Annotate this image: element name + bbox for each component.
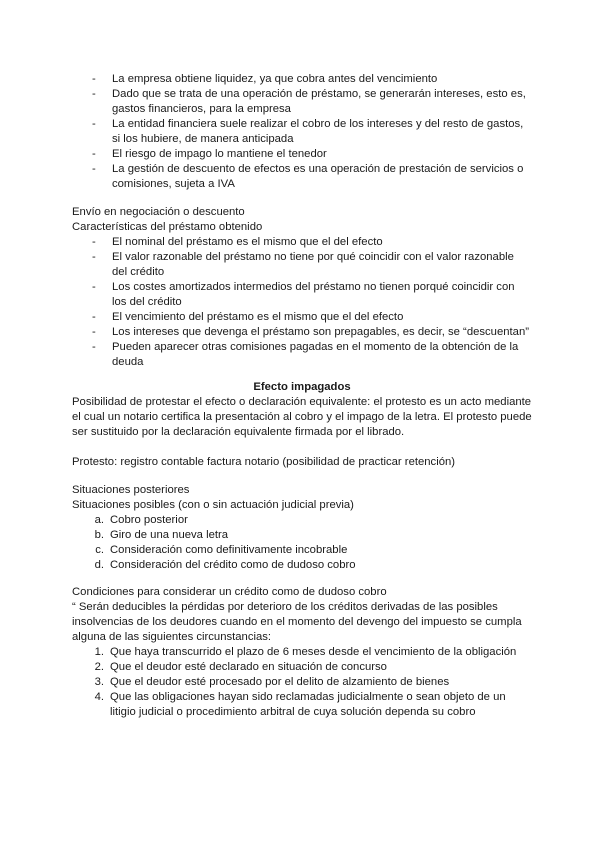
situaciones-subheading: Situaciones posibles (con o sin actuación judicial previa) xyxy=(72,499,354,511)
dudoso-section xyxy=(72,585,532,720)
dash-marker: - xyxy=(92,311,96,323)
protesto-line: Protesto: registro contable factura notario (posibilidad de practicar retención) xyxy=(72,456,456,468)
list-item: - La gestión de descuento de efectos es una operación de prestación de servicios o comisiones, sujeta a IVA xyxy=(92,163,524,190)
list-item: - El riesgo de impago lo mantiene el tenedor xyxy=(92,148,327,160)
top-bullet-list xyxy=(92,72,532,192)
dash-marker: - xyxy=(92,118,96,130)
list-item: c. Consideración como definitivamente incobrable xyxy=(95,544,348,556)
list-item: - El valor razonable del préstamo no tiene por qué coincidir con el valor razonable del crédito xyxy=(92,251,514,278)
dash-marker: - xyxy=(92,326,96,338)
negociacion-list xyxy=(92,235,532,370)
impagados-title: Efecto impagados xyxy=(253,381,351,393)
dash-marker: - xyxy=(92,88,96,100)
list-item: b. Giro de una nueva letra xyxy=(94,529,229,541)
list-item: - Los intereses que devenga el préstamo son prepagables, es decir, se “descuentan” xyxy=(92,326,529,338)
dash-marker: - xyxy=(92,251,96,263)
list-item: 4. Que las obligaciones hayan sido reclamadas judicialmente o sean objeto de un litigio judicial o procedimiento arbitral de cuya solución dependa su cobro xyxy=(94,691,506,718)
list-item: 1. Que haya transcurrido el plazo de 6 meses desde el vencimiento de la obligación xyxy=(94,646,517,658)
list-item: - Dado que se trata de una operación de préstamo, se generarán intereses, esto es, gastos financieros, para la empresa xyxy=(92,88,526,115)
impagados-section xyxy=(72,380,532,470)
situaciones-list xyxy=(90,513,532,573)
situaciones-heading: Situaciones posteriores xyxy=(72,484,190,496)
list-item: 3. Que el deudor esté procesado por el delito de alzamiento de bienes xyxy=(94,676,450,688)
list-item: - El nominal del préstamo es el mismo que el del efecto xyxy=(92,236,383,248)
negociacion-heading: Envío en negociación o descuento xyxy=(72,206,245,218)
negociacion-subheading: Características del préstamo obtenido xyxy=(72,221,263,233)
impagados-paragraph: Posibilidad de protestar el efecto o declaración equivalente: el protesto es un acto mediante el cual un notario certifica la presentación al cobro y el impago de la letra. El protesto puede ser sustituido por la declaración equivalente firmada por el librado. xyxy=(72,396,532,438)
dudoso-list xyxy=(90,645,532,720)
list-item: - Los costes amortizados intermedios del préstamo no tienen porqué coincidir con los del crédito xyxy=(92,281,515,308)
list-item: - Pueden aparecer otras comisiones pagadas en el momento de la obtención de la deuda xyxy=(92,341,519,368)
dash-marker: - xyxy=(92,163,96,175)
dudoso-quote: “ Serán deducibles la pérdidas por deterioro de los créditos derivadas de las posibles insolvencias de los deudores cuando en el momento del devengo del impuesto se cumpla alguna de las siguientes circunstancias: xyxy=(72,601,522,643)
list-item: a. Cobro posterior xyxy=(94,514,188,526)
dash-marker: - xyxy=(92,73,96,85)
dash-marker: - xyxy=(92,148,96,160)
dudoso-heading: Condiciones para considerar un crédito como de dudoso cobro xyxy=(72,586,387,598)
dash-marker: - xyxy=(92,341,96,353)
situaciones-section xyxy=(72,483,532,573)
list-item: - El vencimiento del préstamo es el mismo que el del efecto xyxy=(92,311,404,323)
list-item: - La empresa obtiene liquidez, ya que cobra antes del vencimiento xyxy=(92,73,438,85)
negociacion-section xyxy=(72,205,532,370)
list-item: 2. Que el deudor esté declarado en situación de concurso xyxy=(94,661,387,673)
dash-marker: - xyxy=(92,281,96,293)
list-item: d. Consideración del crédito como de dudoso cobro xyxy=(94,559,356,571)
dash-marker: - xyxy=(92,236,96,248)
list-item: - La entidad financiera suele realizar el cobro de los intereses y del resto de gastos, si los hubiere, de manera anticipada xyxy=(92,118,524,145)
